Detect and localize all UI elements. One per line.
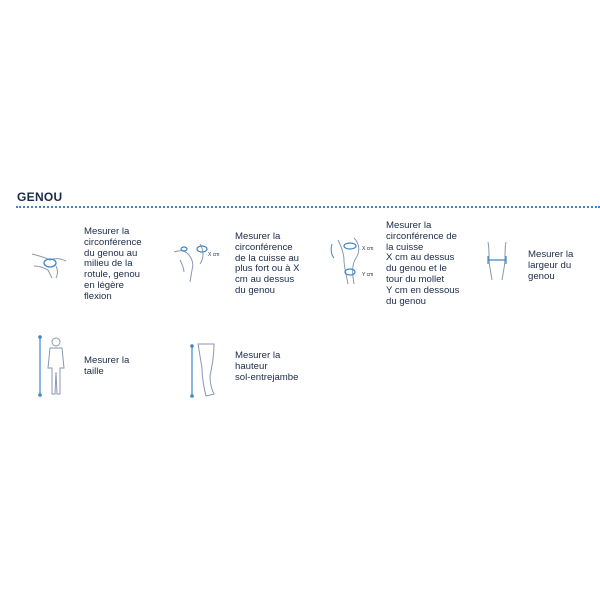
x-cm-annotation: X cm (208, 252, 220, 258)
inseam-height-icon (186, 342, 220, 400)
measure-instruction: Mesurer la circonférence de la cuisse X cm au dessus du genou et le tour du mollet Y cm en dessous du genou (386, 220, 460, 307)
dotted-divider (16, 206, 600, 208)
thigh-calf-circumference-icon (326, 236, 382, 288)
measure-instruction: Mesurer la hauteur sol-entrejambe (235, 350, 299, 383)
knee-width-icon (482, 240, 516, 282)
y-cm-annotation: Y cm (362, 272, 374, 278)
thigh-circumference-icon (172, 240, 228, 284)
x-cm-annotation: X cm (362, 246, 374, 252)
measure-instruction: Mesurer la circonférence de la cuisse au plus fort ou à X cm au dessus du genou (235, 231, 300, 296)
measure-instruction: Mesurer la taille (84, 355, 130, 377)
section-title: GENOU (17, 190, 63, 204)
body-height-icon (36, 334, 70, 398)
measure-instruction: Mesurer la circonférence du genou au milieu de la rotule, genou en légère flexion (84, 226, 142, 302)
knee-circumference-icon (30, 244, 74, 280)
measure-instruction: Mesurer la largeur du genou (528, 249, 574, 282)
